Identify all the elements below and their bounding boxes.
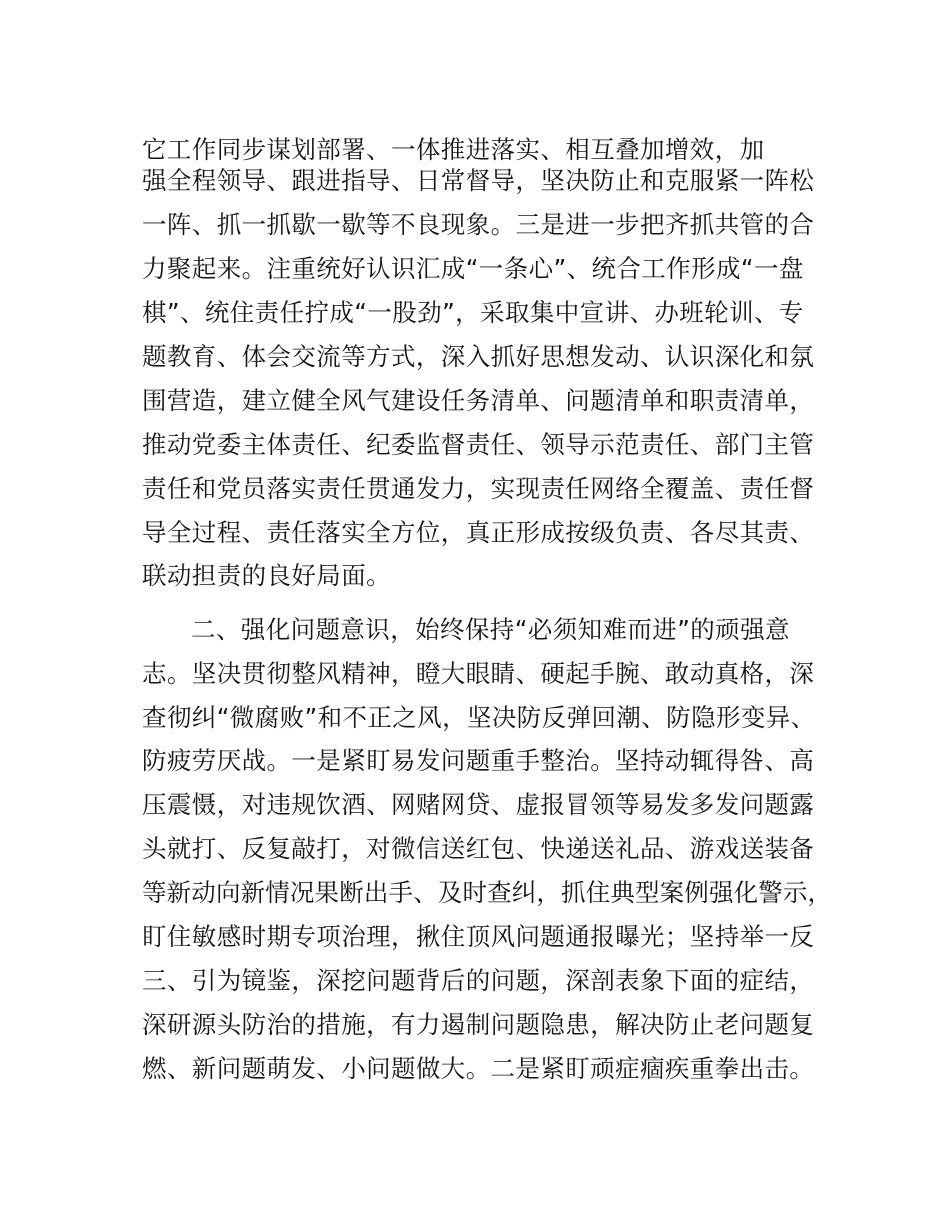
text-line: 它工作同步谋划部署、一体推进落实、相互叠加增效，加 — [142, 135, 765, 164]
text-line: 二、强化问题意识，始终保持“必须知难而进”的顽强意 — [191, 615, 790, 644]
text-line: 压震慑，对违规饮酒、网赌网贷、虚报冒领等易发多发问题露 — [142, 790, 815, 819]
text-line: 防疲劳厌战。一是紧盯易发问题重手整治。坚持动辄得咎、高 — [142, 746, 815, 775]
text-line: 盯住敏感时期专项治理，揪住顶风问题通报曝光；坚持举一反 — [142, 922, 815, 951]
text-line: 一阵、抓一抓歇一歇等不良现象。三是进一步把齐抓共管的合 — [142, 210, 815, 239]
text-line: 等新动向新情况果断出手、及时查纠，抓住典型案例强化警示， — [142, 878, 833, 907]
text-line: 力聚起来。注重统好认识汇成“一条心”、统合工作形成“一盘 — [142, 254, 804, 283]
text-line: 深研源头防治的措施，有力遏制问题隐患，解决防止老问题复 — [142, 1010, 815, 1039]
text-line: 责任和党员落实责任贯通发力，实现责任网络全覆盖、责任督 — [142, 474, 815, 503]
text-line: 棋”、统住责任拧成“一股劲”，采取集中宣讲、办班轮训、专 — [142, 298, 804, 327]
text-line: 志。坚决贯彻整风精神，瞪大眼睛、硬起手腕、敢动真格，深 — [142, 659, 815, 688]
text-line: 联动担责的良好局面。 — [142, 561, 391, 590]
text-line: 头就打、反复敲打，对微信送红包、快递送礼品、游戏送装备 — [142, 834, 815, 863]
text-line: 导全过程、责任落实全方位，真正形成按级负责、各尽其责、 — [142, 518, 815, 547]
text-line: 燃、新问题萌发、小问题做大。二是紧盯顽症痼疾重拳出击。 — [142, 1054, 815, 1083]
text-line: 围营造，建立健全风气建设任务清单、问题清单和职责清单， — [142, 386, 815, 415]
text-line: 强全程领导、跟进指导、日常督导，坚决防止和克服紧一阵松 — [142, 166, 815, 195]
text-line: 三、引为镜鉴，深挖问题背后的问题，深剖表象下面的症结， — [142, 966, 815, 995]
text-line: 推动党委主体责任、纪委监督责任、领导示范责任、部门主管 — [142, 430, 815, 459]
text-line: 查彻纠“微腐败”和不正之风，坚决防反弹回潮、防隐形变异、 — [142, 703, 816, 732]
text-line: 题教育、体会交流等方式，深入抓好思想发动、认识深化和氛 — [142, 342, 815, 371]
